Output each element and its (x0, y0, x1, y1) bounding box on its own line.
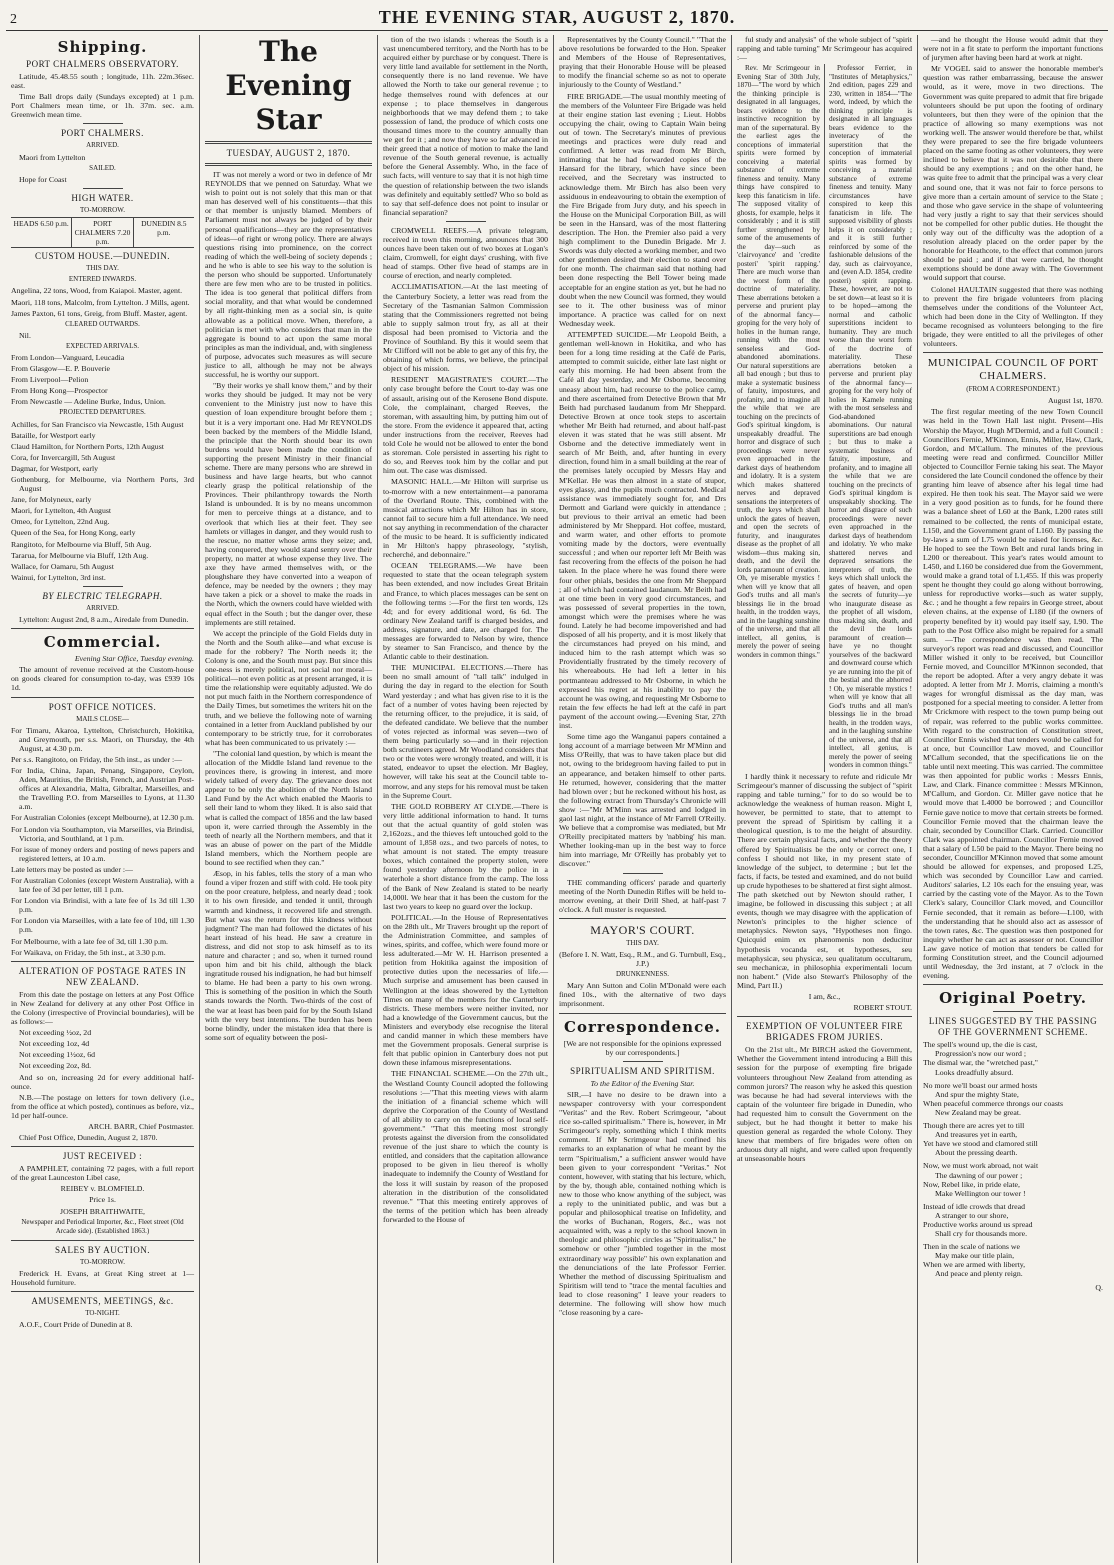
leader-para: Æsop, in his fables, tells the story of a man who found a viper frozen and stiff with cold. He took pity on the poor creature, helpless, and nearly dead ; took it to his own fireside, and tended it until, through warmth and kindness, it recovered life and strength. But what was the return for this kindness without judgment? The man had followed the dictates of his heart instead of his head. He saw a creature in distress, and did not stop to ask himself as to its nature and character ; and so, when it turned round upon him and bit his child, although the black ingratitude roused his indignation, he had but himself to blame. He had been a party to his own wrong. This is something of the position in which the South stands towards the North. Two-thirds of the cost of the war at least has been paid for by the South Island with the very best intentions. The burden has been borne blindly, under the mistaken idea that there is some sort of equality between the posi- (205, 869, 372, 1042)
news-item: FIRE BRIGADE.—The usual monthly meeting of the members of the Volunteer Fire Brigade was held at their engine station last evening ; Lieut. Hobbs occupying the chair, owing to Captain Wain being out of town. The Secretary's minutes of previous meetings and practices were duly read and confirmed. A letter was read from Mr Birch, intimating that he had forwarded copies of the Hansard for the library, which have since been received, and the Secretary was instructed to acknowledge them. Mr Birch has also been very assiduous in endeavouring to obtain the exemption of the Fire Brigade from Jury duty, and his speech in the House on the Municipal Corporation Bill, as will be seen in the Hansard, was of the most flattering description. The Hon. the Premier also paid a very high compliment to the Dunedin Brigade. Mr J. Swords was duly elected a working member, and two other gentlemen desired their election to stand over for one month. The chairman said that nothing had been done respecting the Bell Tower being made acceptable for an engine station as yet, but he had no doubt when the new Council was formed, they would see to it. The other business was of minor importance. A practice was called for on next Wednesday week. (559, 91, 726, 328)
news-item: THE commanding officers' parade and quarterly meeting of the North Dunedin Rifles will be held to-morrow evening, at their Drill Shed, at half-past 7 o'clock. A full muster is requested. (559, 877, 726, 914)
customs-heading: CUSTOM HOUSE.—DUNEDIN. (34, 251, 171, 262)
commercial-heading: Commercial. (43, 633, 162, 652)
letter-body: SIR,—I have no desire to be drawn into a newspaper controversy with your correspondent "Veritas" and the Rev. Robert Scrimgeour, "about rice so-called spiritualism." There is, however, in Mr Scrimgeour's reply, something which I think merits comment. If Mr Scrimgeour had confined his remarks to an explanation of what he meant by the term "Spiritualism," a sufficient answer would have been given to your correspondent "Veritas." Not content, however, with stating that his lecture, which, by the by, though able, contained nothing which is new to those who know anything of the subject, was a reply to the uninitiated public, and was but a popular and philosophical treatise on Infidelity, and the works of Buchanan, Rogers, &c., was not acquainted with, was a reply to the school known in theologic and philosophic circles as "Spiritualist," he somehow or other "jumbled together in the most extraordinary way possible" his own explanation and the denunciations of the late Professor Ferrier. Whether the method of discussing Spiritualism and Spiritism will tend to "trace the mental faculties and lead to close reasoning" I leave your readers to determine. The following will show how much "close reasoning by a care- (559, 1089, 726, 1318)
column-news-1: tion of the two islands : whereas the South is a vast unencumbered territory, and the North has to be acquired either by purchase or by conquest. There is very little land available for settlement in the North, consequently there is no land revenue. We have allowed the North to take our general revenue ; to hedge themselves round with defences at our expense ; to place themselves in dangerous neighborhoods that we may defend them ; to take possession of land, the produce of which costs one thousand times more to the country annually than we get for it ; and now they have so far advanced in their greed that a notice of motion to make the land revenue of the South general revenue, is actually before the General Assembly. Who, in the face of such facts, will venture to say that it is not high time the question of relationship between the two islands was definitely and equitably settled? Who so bold as to say that self-defence does not point to insular or financial separation? CROMWELL REEFS.—A private telegram, received in town this morning, announces that 300 ounces have been taken out of two boxes at Logan's claim, Cromwell, for eight days' crushing, with five head of stamps. Other five head of stamps are in course of erection, and nearly completed. ACCLIMATISATION.—At the last meeting of the Canterbury Society, a letter was read from the Secretary of the Tasmanian Salmon Commission stating that the Commissioners regretted not being able to supply salmon trout fry, as all at their disposal had been promised to Victoria and the Province of Southland. By this it would seem that Mr Clifford will not be able to get any of this fry, the obtaining of which forms, we believe, the principal object of his mission. RESIDENT MAGISTRATE'S COURT.—The only case brought before the Court to-day was one of assault, arising out of the Kerosene Bond dispute. Cole, the complainant, charged Reeves, the storeman, with assaulting him, by putting him out of the store. From the evidence it appeared that, acting under instructions from the receiver, Reeves had told Cole he would not be allowed to enter the bond as storeman. Cole persisted in asserting his right to do so, and Reeves took him by the collar and put him out. The case was dismissed. MASONIC HALL.—Mr Hilton will surprise us to-morrow with a new entertainment—a panorama of the Overland Route. This, combined with the musical attractions which Mr Hilton has in store, cannot fail to secure him a full attendance. We need not say anything in recommendation of the character of the music to be heard. It is sufficiently indicated in Mr Hilton's happy phraseology, "stylish, recherché, and debonnaire." OCEAN TELEGRAMS.—We have been requested to state that the ocean telegraph system has been extended, and now includes Great Britain and France, to which places messages can be sent on the following terms :—For the first ten words, 12s 4d; and for every additional word, 6s 6d. The ordinary New Zealand tariff is charged besides, and address, signature, and date, are charged for. The messages are forwarded to Nelson by wire, thence by steamer to San Francisco, and thence by the Atlantic cable to their destination. THE MUNICIPAL ELECTIONS.—There has been no small amount of "tall talk" indulged in during the day in regard to the election for South Ward yesterday ; and what has given rise to it is the fact of a number of votes having been rejected by the returning officer, to the prejudice, it is said, of the defeated candidate. We believe that the number of votes rejected as informal was seven—two of them being particularly so—and in their rejection both scrutineers agreed. Mr Woodland considers that two or the votes were wrongly treated, and will, it is stated, endeavor to upset the election. Mr Bagley, however, will take his seat at the Council table to-morrow, and any steps for his removal must be taken in the Supreme Court. THE GOLD ROBBERY AT CLYDE.—There is very little additional information to hand. It turns out that the actual quantity of gold stolen was 2,162ozs., and the thieves left untouched gold to the amount of 1,858 ozs., and two parcels of notes, to what amount is not stated. The empty treasure boxes, which contained the property stolen, were found yesterday afternoon by the police in a waterhole a short distance from the camp. The loss of the Bank of New Zealand is stated to be nearly 14,000l. We hear that it has been the custom for the last two years to keep no guard over the lockup. POLITICAL.—In the House of Representatives on the 28th ult., Mr Travers brought up the report of the Administration Committee, and samples of wines, spirits, and coffee, which were found more or less adulterated.—Mr W. H. Harrison presented a petition from Hokitika against the imposition of protective duties upon the necessaries of life.—Much surprise and amusement has been caused in Wellington at the ideas showered by the Lyttelton Times on many of the members for the Canterbury districts. These members were neither invited, nor had a knowledge of the Government caucus, but the Ministers and everybody else recognise the literal and candid manner in which these members have met the Government proposals. General surprise is felt that public opinion in Canterbury does not put down these infamous misrepresentations. THE FINANCIAL SCHEME.—On the 27th ult., the Westland County Council adopted the following resolutions :—"That this meeting views with alarm the initiation of a financial scheme which will deprive the Corporation of the County of Westland of all ability to carry on the functions of local self-government." "That this meeting most strongly protests against the diversion from the consolidated revenue of the just share to which the county is entitled, and considers that the capitation allowance proposed to be given in lieu thereof is wholly inadequate to indemnify the County of Westland for the loss it will sustain by reason of the proposed alteration in the distribution of the consolidated revenue." "That this meeting entirely approves of the terms of the petition which has been already forwarded to the House of (378, 35, 554, 1563)
column-shipping: Shipping. PORT CHALMERS OBSERVATORY. Latitude, 45.48.55 south ; longitude, 11h. 22m.36sec. east. Time Ball drops daily (Sundays excepted) at 1 p.m. Port Chalmers mean time, or 1h. 37m. sec. a.m. Greenwich mean time. PORT CHALMERS. ARRIVED. Maori from Lyttelton SAILED. Hope for Coast HIGH WATER. TO-MORROW. HEADS 6.50 p.m. PORT CHALMERS 7.20 p.m. DUNEDIN 8.5 p.m. CUSTOM HOUSE.—DUNEDIN. THIS DAY. ENTERED INWARDS. Angelina, 22 tons, Wood, from Kaiapoi. Master, agent. Maori, 118 tons, Malcolm, from Lyttelton. J Mills, agent. James Paxton, 61 tons, Greig, from Bluff. Master, agent. CLEARED OUTWARDS. Nil. EXPECTED ARRIVALS. From London—Vanguard, Leucadia From Glasgow—E. P. Bouverie From Liverpool—Pelion From Hong Kong—Prospector From Newcastle — Adeline Burke, Indus, Union. PROJECTED DEPARTURES. Achilles, for San Francisco via Newcastle, 15th August Bataille, for Westport early Claud Hamilton, for Northern Ports, 12th August Cora, for Invercargill, 5th August Dagmar, for Westport, early Gothenburg, for Melbourne, via Northern Ports, 3rd August Jane, for Molyneux, early Maori, for Lyttelton, 4th August Omeo, for Lyttelton, 22nd Aug. Queen of the Sea, for Hong Kong, early Rangitoto, for Melbourne via Bluff, 5th Aug. Tararua, for Melbourne via Bluff, 12th Aug. Wallace, for Oamaru, 5th August Wainui, for Lyttelton, 3rd inst. BY ELECTRIC TELEGRAPH. ARRIVED. Lyttelton: August 2nd, 8 a.m., Airedale from Dunedin. Commercial. Evening Star Office, Tuesday evening. The amount of revenue received at the Custom-house on goods cleared for consumption to-day, was £939 10s 1d. POST OFFICE NOTICES. MAILS CLOSE— For Timaru, Akaroa, Lyttelton, Christchurch, Hokitika, and Greymouth, per s.s. Maori, on Thursday, the 4th August, at 4.30 p.m. Per s.s. Rangitoto, on Friday, the 5th inst., as under :— For India, China, Japan, Penang, Singapore, Ceylon, Aden, Mauritius, the British, French, and Austrian Post-offices at Alexandria, Malta, Gibraltar, Marseilles, and the Travelling P.O. from Marseilles to Lyons, at 11.30 a.m. For Australian Colonies (except Melbourne), at 12.30 p.m. For London via Southampton, via Marseilles, via Brindisi, Victoria, and Southland, at 1 p.m. For issue of money orders and posting of news papers and registered letters, at 10 a.m. Late letters may be posted as under :— For Australian Colonies (except Western Australia), with a late fee of 3d per letter, till 1 p.m. For London via Brindisi, with a late fee of 1s 3d till 1.30 p.m. For London via Marseilles, with a late fee of 10d, till 1.30 p.m. For Melbourne, with a late fee of 3d, till 1.30 p.m. For Waikava, on Friday, the 5th inst., at 3.30 p.m. ALTERATION OF POSTAGE RATES IN NEW ZEALAND. From this date the postage on letters at any Post Office in New Zealand for delivery at any other Post Office in the Colony (irrespective of Provincial boundaries), will be as follows:— Not exceeding ½oz, 2d Not exceeding 1oz, 4d Not exceeding 1½oz, 6d Not exceeding 2oz, 8d. And so on, increasing 2d for every additional half-ounce. N.B.—The postage on letters for town delivery (i.e., from the office at which posted), continues as before, viz., 1d per half-ounce. ARCH. BARR, Chief Postmaster. Chief Post Office, Dunedin, August 2, 1870. JUST RECEIVED : A PAMPHLET, containing 72 pages, with a full report of the great Launceston Libel case, REIBEY v. BLOMFIELD. Price 1s. JOSEPH BRAITHWAITE, Newspaper and Periodical Importer, &c., Fleet street (Old Arcade side). (Established 1863.) SALES BY AUCTION. TO-MORROW. Frederick H. Evans, at Great King street at 1—Household furniture. AMUSEMENTS, MEETINGS, &c. TO-NIGHT. A.O.F., Court Pride of Dunedin at 8. (6, 35, 200, 1563)
correspondence-heading: Correspondence. (564, 1017, 721, 1036)
news-item: CROMWELL REEFS.—A private telegram, received in town this morning, announces that 300 ounces have been taken out of two boxes at Logan's claim, Cromwell, for eight days' crushing, with five head of stamps. Other five head of stamps are in course of erection, and nearly completed. (383, 225, 548, 281)
post-office-heading: POST OFFICE NOTICES. (48, 701, 157, 712)
poetry-heading: Original Poetry. (939, 989, 1087, 1008)
ferrier-quote: Professor Ferrier, in "Institutes of Metaphysics," 2nd edition, pages 229 and 230, written in 1854—"The word, indeed, by which the thinking principle is designated in all languages bears evidence to the inveteracy of the superstition that the conception of immaterial spirits was formed by conceiving a material substance of extreme fineness and tenuity. Many circumstances have conspired to keep this fanaticism in life. The supposed visibility of ghosts helps it on considerably ; and it is still further reinforced by some of the fashionable delusions of the day, such as clairvoyance, and (even A.D. 1854, credite posteri) spirit rapping. These, however, are not to be set down—at least so it is to be hoped—among the normal and catholic superstitions incident to humanity. They are much worse than the worst form of the doctrine of materiality. These aberrations betoken a perverse and prurient play of the abnormal fancy—groping for the very holy of holies in Kamele running with the most senseless and God-abandoned abominations. Our natural superstitions are bad enough ; but thus to make a systematic business of fatuity, imposture, and profanity, and to imagine all the while that we are touching on the precincts of God's spiritual kingdom is unspeakably shocking. The horror and disgrace of such proceedings were never even approached in the darkest days of heathendom and idolatry. Ye who make shattered nerves and depraved sensations the interpreters of truth, the keys which shall unlock the gates of heaven, and open the secrets of futurity—ye who inaugurate disease as the prophet of all wisdom, thus making sin, death, and the devil the lords paramount of creation—have ye no thought yourselves of the backward and downward course which ye are running into the pit of the bestial and the abhorred ! Oh, ye miserable mystics ! when will ye know that all God's truths and all man's blessings lie in the broad health, in the trodden ways, and in the laughing sunshine of the universe, and that all intellect, all genius, is merely the power of seeing wonders in common things." (829, 64, 912, 770)
news-item: THE MUNICIPAL ELECTIONS.—There has been no small amount of "tall talk" indulged in during the day in regard to the election for South Ward yesterday ; and what has given rise to it is the fact of a number of votes having been rejected by the returning officer, to the prejudice, it is said, of the defeated candidate. We believe that the number of votes rejected as informal was seven—two of them being particularly so—and in their rejection both scrutineers agreed. Mr Woodland considers that two or the votes were wrongly treated, and will, it is stated, endeavor to upset the election. Mr Bagley, however, will take his seat at the Council table to-morrow, and any steps for his removal must be taken in the Supreme Court. (383, 663, 548, 800)
letter-signature: ROBERT STOUT. (853, 1003, 912, 1013)
news-item: POLITICAL.—In the House of Representatives on the 28th ult., Mr Travers brought up the report of the Administration Committee, and samples of wines, spirits, and coffee, which were found more or less adulterated.—Mr W. H. Harrison presented a petition from Hokitika against the imposition of protective duties upon the necessaries of life.—Much surprise and amusement has been caused in Wellington at the ideas showered by the Lyttelton Times on many of the members for the Canterbury districts. These members were neither invited, nor had a knowledge of the Government caucus, but the Ministers and everybody else recognise the literal and candid manner in which these members have met the Government proposals. General surprise is felt that public opinion in Canterbury does not put down these infamous misrepresentations. (383, 912, 548, 1068)
paper-title: The Evening Star (225, 35, 352, 136)
leader-para: IT was not merely a word or two in defence of Mr REYNOLDS that we penned on Saturday. What we wish to point out is not solely that this man or that man has deserved well of his constituents—that this or that member is unjustly blamed. Members of Parliament must not always be judged of by their personal qualifications—they are the representatives of ideas—of right or wrong policy. There are always questions rising into prominence, on the correct reading of which the well-being of society depends ; and he who is able to see his way to the solution is the person who should be supported. Unfortunately there are few men who are to be trusted in politics. The idea is too general that political differs from social morality, and that what would be condemned by all right-thinking men as a social sin, is quite allowable as a political move. When, therefore, a politician is met with who considers that man in the aggregate is bound to act upon the same moral principles as man the individual, and, with singleness of purpose, advocates such measures as will secure justice to all, although he may not be always successful, he is worthy our support. (205, 170, 372, 380)
news-item: ACCLIMATISATION.—At the last meeting of the Canterbury Society, a letter was read from the Secretary of the Tasmanian Salmon Commission stating that the Commissioners regretted not being able to supply salmon trout fry, as all at their disposal had been promised to Victoria and the Province of Southland. By this it would seem that Mr Clifford will not be able to get any of this fry, the obtaining of which forms, we believe, the principal object of his mission. (383, 282, 549, 374)
exemption-heading: EXEMPTION OF VOLUNTEER FIRE BRIGADES FROM JURIES. (745, 1021, 904, 1043)
just-received-heading: JUST RECEIVED : (62, 1151, 143, 1162)
telegraph-heading: BY ELECTRIC TELEGRAPH. (42, 590, 163, 601)
observatory-heading: PORT CHALMERS OBSERVATORY. (26, 59, 179, 69)
observatory-text: Latitude, 45.48.55 south ; longitude, 11h. 22m.36sec. east. (11, 72, 194, 91)
news-item: THE FINANCIAL SCHEME.—On the 27th ult., the Westland County Council adopted the following resolutions :—"That this meeting views with alarm the initiation of a financial scheme which will deprive the Corporation of the County of Westland of all ability to carry on the functions of local self-government." "That this meeting most strongly protests against the diversion from the consolidated revenue of the just share to which the county is entitled, and considers that the capitation allowance proposed to be given in lieu thereof is wholly inadequate to indemnify the County of Westland for the loss it will sustain by reason of the proposed alteration in the distribution of the consolidated revenue." "That this meeting entirely approves of the terms of the petition which has been already forwarded to the House of (383, 1069, 548, 1224)
news-item: OCEAN TELEGRAMS.—We have been requested to state that the ocean telegraph system has been extended, and now includes Great Britain and France, to which places messages can be sent on the following terms :—For the first ten words, 12s 4d; and for every additional word, 6s 6d. The ordinary New Zealand tariff is charged besides, and address, signature, and date, are charged for. The messages are forwarded to Nelson by wire, thence by steamer to San Francisco, and thence by the Atlantic cable to their destination. (383, 561, 548, 662)
leader-para: "By their works ye shall know them," and by their works they should be judged. It may not be very convenient to the Ministry just now to have this question of loan expenditure brought before them ; but it is a very important one. Had Mr REYNOLDS been backed by the members of the Middle Island, the principle that the North should bear its own burdens would have been made the condition of supporting the present Ministry in their financial scheme. There are many persons who are shrewd in business and have large hearts, but who cannot clearly grasp the political relationship of the Provinces. Their philanthropy towards the North Island is unbounded. It is by no means uncommon for men to perceive things at a distance, and to overlook that which lies at their feet. They see hamlets or villages in danger, and they would rush to the rescue, no matter whose arms they seize; and, having conquered, they would stand sentry over their property, no matter at whose expense they live. The axe they have armed themselves with, or the ploughshare they have converted into a weapon of defence, may be needed by the owners ; they may have taken a pick or a shovel to make the roads in the North, which the owners could have wielded with equal effect in the South ; but the danger over, these implements are still retained. (205, 381, 372, 627)
mayors-court-heading: MAYOR'S COURT. (590, 922, 695, 937)
news-item: MASONIC HALL.—Mr Hilton will surprise us to-morrow with a new entertainment—a panorama of the Overland Route. This, combined with the musical attractions which Mr Hilton has in store, cannot fail to secure him a full attendance. We need not say anything in recommendation of the character of the music to be heard. It is sufficiently indicated in Mr Hilton's happy phraseology, "stylish, recherché, and debonnaire." (383, 477, 548, 560)
column-council: —and he thought the House would admit that they were not in a fit state to perform the important functions of jurymen after having been hard at work at night. Mr VOGEL said to answer the honorable member's question was rather embarrassing, because the answer would, as it were, move in two directions. The Government was quite prepared to admit that fire brigade volunteers should be put upon the footing of ordinary volunteers, but then they were of the opinion that the practice of allowing so many exemptions was not working well. The answer would therefore be that, whilst they were prepared to see the fire brigade volunteers placed on the same footing as other volunteers, they were inclined to believe that it was not desirable that there should be any exemptions ; and on the other hand, he was quite free to admit that the principal was a very clear and sound one, that it was not fair to force persons to give more than a certain amount of service to the State ; and those who gave service in the shape of volunteering had very justly a right to say that their services should not be compelled for other public duties. He thought the only way out of the difficulty was the adoption of a resolution already placed on the order paper by the honorable for Heathcote, to the effect that common jurors should be paid ; and if that were carried, he thought exemptions should be done away with. The Government would support that course. Colonel HAULTAIN suggested that there was nothing to prevent the fire brigade volunteers from placing themselves under the conditions of the Volunteer Act, which had been done in the City of Wellington. If they became recognised as volunteers belonging to the fire brigade, they were entitled to all the privileges of other volunteers. MUNICIPAL COUNCIL OF PORT CHALMERS. (FROM A CORRESPONDENT.) August 1st, 1870. The first regular meeting of the new Town Council was held in the Town Hall last night. Present—His Worship the Mayor, Hugh M'Dermid, and a full Council : Councillors Fernie, M'Kinnon, Ennis, Miller, Haw, Clark, Gordon, and M'Callum. The minutes of the previous meeting were read and confirmed. Councillor Miller objected to Councillor Fernie taking his seat. The Mayor considered the late Council condoned the offence by their granting him leave of absence after his legal time had expired. He then took his seat. The Mayor said we were in a very good position as to funds, for he found there was a balance sheet of L60 at the Bank, L200 rates still remained to be collected, the rents of municipal estate, L150, and the Government grant of L160. By passing the by-laws a sum of L75 would be raised for licenses, &c. He hoped to see the Town Belt and rural lands bring in L200 or thereabout. This year's rates would amount to L450, and L160 be considered due from the Government, would make a grand total of L1,455. If this was properly spent he thought they could go along without borrowing, unless for reproductive works—such as water supply, &c. ; and he thought a few repairs in George street, about eleven chains, at the expense of L180 (if the owners of property benefited by it) would pay itself say, L90. The path to the Post Office also might be repaired for a small sum. —The correspondence was then read. The surveyor's report was read and discussed, and Councillor Miller wished it only to be received, but Councillor Fernie moved, and Councillor M'Kinnon seconded, that the report be adopted. After a very angry debate it was adopted. A letter from Mr J. Morris, claiming a month's wages for wrongful dismissal as the day man, was postponed for a special meeting to consider. A letter from Mr Crickmore with respect to the town pump being out of repair, was referred to the public works committee. With regard to the construction of Constitution street, Councillor Ennis wished that tenders would be called for at once, but Councillor Law moved, and Councillor M'Callum seconded, that the specifications lie on the table until next meeting. This was carried. The committee was then appointed for public works : Messrs Ennis, Law, and Clark. Finance committee : Messrs M'Kinnon, M'Callum, and Gordon. Cr. Miller gave notice that he would move that L4000 be borrowed ; and Councillor Fernie gave notice to move that certain streets be formed. Councillor Fernie moved that the chairman leave the chair, seconded by Councillor Clark. Carried. Councillor Clark was appointed chairman. Councillor Fernie moved that a salary of L50 be paid to the Mayor. There being no seconder, Councillor M'Kinnon moved that some amount should be allowed for expenses, and proposed L25, which was seconded by Councillor Law and carried. Auditors' salaries, L2 10s each for the ensuing year, was carried by the casting vote of the Mayor. As to the Town Clerk's salary, Councillor Clark moved, and Councillor Fernie seconded, that it remain as before—L100, with the understanding that he should also act as assessor of the town rates, &c. The question was then postponed for inquiry whether he can act as assessor or not. Councillor Law gave notice of motion that tenders be called for forming Constitution street, and the Council adjourned until Wednesday, the 3rd instant, at 7 o'clock in the evening. Original Poetry. LINES SUGGESTED BY THE PASSING OF THE GOVERNMENT SCHEME. The spell's wound up, the die is cast, Progression's now our word ; The dismal war, the "wretched past," Looks dreadfully absurd. No more we'll boast our armed hosts And spur the mighty State, When peaceful commerce throngs our coasts New Zealand may be great. Though there are acres yet to till And treasures yet in earth, Yet have we stood and clamored still About the pressing dearth. Now, we must work abroad, not wait The dawning of our power ; Now, Rebel like, in pride elate, Make Wellington our tower ! Instead of idle crowds that dread A stranger to our shore, Productive works around us spread Shall cry for thousands more. Then in the scale of nations we May make our title plain, When we are armed with liberty, And peace and plenty reign. Q. (923, 35, 1103, 1292)
leader-para: "The colonial land question, by which is meant the allocation of the Middle Island land revenue to the provinces there, is growing in interest, and more widely talked of every day. The grievance does not appear to be only the abolition of the North Island Land Fund by the Act which enabled the Maoris to sell their land to whom they liked. It is also said that what is called the compact of 1856 and the law based upon it, were carried through the Assembly in the teeth of nearly all the Northern members, and that it was an abuse of power on the part of the Middle Island members, which the Northern people are bound to see rectified when they can." (205, 748, 372, 868)
port-heading: PORT CHALMERS. (61, 128, 144, 139)
masthead-title: THE EVENING STAR, AUGUST 2, 1870. (378, 7, 736, 27)
shipping-heading: Shipping. (57, 38, 148, 56)
news-item: THE GOLD ROBBERY AT CLYDE.—There is very little additional information to hand. It turns out that the actual quantity of gold stolen was 2,162ozs., and the thieves left untouched gold to the amount of 1,858 ozs., and two parcels of notes, to what amount is not stated. The empty treasure boxes, which contained the property stolen, were found yesterday afternoon by the police in a waterhole a short distance from the camp. The loss of the Bank of New Zealand is stated to be nearly 14,000l. We hear that it has been the custom for the last two years to keep no guard over the lockup. (383, 801, 548, 911)
news-item: RESIDENT MAGISTRATE'S COURT.—The only case brought before the Court to-day was one of assault, arising out of the Kerosene Bond dispute. Cole, the complainant, charged Reeves, the storeman, with assaulting him, by putting him out of the store. From the evidence it appeared that, acting under instructions from the receiver, Reeves had told Cole he would not be allowed to enter the bond as storeman. Cole persisted in asserting his right to do so, and Reeves took him by the collar and put him out. The case was dismissed. (383, 375, 548, 476)
page-number: 2 (10, 12, 18, 27)
amusements-heading: AMUSEMENTS, MEETINGS, &c. (31, 1296, 174, 1307)
column-news-2: Representatives by the County Council." "That the above resolutions be forwarded to the Hon. Speaker and Members of the House of Representatives, praying that their Honorable House will be pleased to modify the financial scheme so as not to operate injuriously to the County of Westland." FIRE BRIGADE.—The usual monthly meeting of the members of the Volunteer Fire Brigade was held at their engine station last evening ; Lieut. Hobbs occupying the chair, owing to Captain Wain being out of town. The Secretary's minutes of previous meetings and practices were duly read and confirmed. A letter was read from Mr Birch, intimating that he had forwarded copies of the Hansard for the library, which have since been received, and the Secretary was instructed to acknowledge them. Mr Birch has also been very assiduous in endeavouring to obtain the exemption of the Fire Brigade from Jury duty, and his speech in the House on the Municipal Corporation Bill, as will be seen in the Hansard, was of the most flattering description. The Hon. the Premier also paid a very high compliment to the Dunedin Brigade. Mr J. Swords was duly elected a working member, and two other gentlemen desired their election to stand over for one month. The chairman said that nothing had been done respecting the Bell Tower being made acceptable for an engine station as yet, but he had no doubt when the new Council was formed, they would see to it. The other business was of minor importance. A practice was called for on next Wednesday week. ATTEMPTED SUICIDE.—Mr Leopold Beith, a gentleman well-known in Hokitika, and who has been for a long time residing at the Café de Paris, attempted to commit suicide, either late last night or early this morning. He had been absent from the Café all day yesterday, and Mr Osborne, becoming uneasy about him, had recourse to the police camp, and there ascertained from Detective Brown that Mr Beith had purchased laudanum from Mr Sheppard. Detective Brown at once took steps to ascertain whether Mr Beith had returned, and about half-past eleven it was stated that he was still absent. Mr Osborne and the detective immediately went in search of Mr Beith, and, after hunting in every direction, found him in a small building at the rear of the premises lately occupied by Messrs Hay and M'Kellar. He was then almost in a state of stupor, eyes glassy, and the pupils much contracted. Medical assistance was immediately sought for, and Drs Dermott and Garland were quickly in attendance ; but previous to their arrival an emetic had been administered by Mr Sheppard. Hot coffee, mustard, and warm water, and other efforts to promote vomiting made by the doctors, were eventually successful ; and when our reporter left Mr Beith was fast recovering from the effects of the poison he had taken. In the place where he was found there were four other phials, besides the one from Mr Sheppard ; all of which had contained laudanum. Mr Beith had at one time been in very good circumstances, and was possessed of several properties in the town, amongst which were the premises where he was found. Lately he had become impoverished and had disposed of all his property, and it is most likely that the circumstances had preyed on his mind, and induced him to the rash attempt which was so Providentially frustrated by the timely recovery of his whereabouts. He had left a letter in his portmanteau addressed to Mr Osborne, in which he expressed his regret at his inability to pay the account he was owing, and requesting Mr Osborne to retain the few effects he had left at the café in part payment of the account owing.—Evening Star, 27th inst. Some time ago the Wanganui papers contained a long account of a marriage between Mr M'Minn and Miss O'Reilly, that was to have taken place but did not, owing to the bridegroom having failed to put in an appearance, and betaken himself to other parts. He returned, however, considering that the matter had blown over ; but he reckoned without his host, as the following extract from Thursday's Chronicle will show :—"Mr M'Minn was arrested and lodged in gaol last night, at the instance of Mr Farrell O'Reilly. We believe that a compromise was mediated, but Mr O'Reilly precipitated matters by 'nabbing' his man. Whether looking-man up in the best way to force him into marriage, Mr O'Reilly has probably yet to discover." THE commanding officers' parade and quarterly meeting of the North Dunedin Rifles will be held to-morrow evening, at their Drill Shed, at half-past 7 o'clock. A full muster is requested. MAYOR'S COURT. THIS DAY. (Before I. N. Watt, Esq., R.M., and G. Turnbull, Esq., J.P.) DRUNKENNESS. Mary Ann Sutton and Colin M'Donald were each fined 10s., with the alternative of two days imprisonment. Correspondence. [We are not responsible for the opinions expressed by our correspondents.] SPIRITUALISM AND SPIRITISM. To the Editor of the Evening Star. SIR,—I have no desire to be drawn into a newspaper controversy with your correspondent "Veritas" and the Rev. Robert Scrimgeour, "about rice so-called spiritualism." There is, however, in Mr Scrimgeour's reply, something which I think merits comment. If Mr Scrimgeour had confined his remarks to an explanation of what he meant by the term "Spiritualism," a sufficient answer would have been given to your correspondent "Veritas." Not content, however, with stating that his lecture, which, by the by, though able, contained nothing which is new to those who know anything of the subject, was a reply to the uninitiated public, and was but a popular and philosophical treatise on Infidelity, and the works of Buchanan, Rogers, &c., was not acquainted with, was a reply to the school known in theologic and philosophic circles as "Spiritualist," he somehow or other "jumbled together in the most extraordinary way possible" his own explanation and the denunciations of the late Professor Ferrier. Whether the method of discussing Spiritualism and Spiritism will tend to "trace the mental faculties and lead to close reasoning" I leave your readers to determine. The following will show how much "close reasoning by a care- (554, 35, 732, 1563)
news-item: Some time ago the Wanganui papers contained a long account of a marriage between Mr M'Minn and Miss O'Reilly, that was to have taken place but did not, owing to the bridegroom having failed to put in an appearance, and betaken himself to other parts. He returned, however, considering that the matter had blown over ; but he reckoned without his host, as the following extract from Thursday's Chronicle will show :—"Mr M'Minn was arrested and lodged in gaol last night, at the instance of Mr Farrell O'Reilly. We believe that a compromise was mediated, but Mr O'Reilly precipitated matters by 'nabbing' his man. Whether looking-man up in the best way to force him into marriage, Mr O'Reilly has probably yet to discover." (559, 732, 726, 869)
poem-title: LINES SUGGESTED BY THE PASSING OF THE GOVERNMENT SCHEME. (928, 1016, 1098, 1038)
auction-heading: SALES BY AUCTION. (55, 1244, 150, 1255)
column-leader (200, 35, 378, 1563)
timeball-text: Time Ball drops daily (Sundays excepted) at 1 p.m. Port Chalmers mean time, or 1h. 37m. sec. a.m. Greenwich mean time. (11, 92, 194, 120)
poem: The spell's wound up, the die is cast, Progression's now our word ; The dismal war, the "wretched past," Looks dreadfully absurd. No more we'll boast our armed hosts And spur the mighty State, When peaceful commerce throngs our coasts New Zealand may be great. Though there are acres yet to till And treasures yet in earth, Yet have we stood and clamored still About the pressing dearth. Now, we must work abroad, not wait The dawning of our power ; Now, Rebel like, in pride elate, Make Wellington our tower ! Instead of idle crowds that dread A stranger to our shore, Productive works around us spread Shall cry for thousands more. Then in the scale of nations we May make our title plain, When we are armed with liberty, And peace and plenty reign. Q. (923, 1040, 1103, 1292)
leader-para: We accept the principle of the Gold Fields duty in the North and the South alike—and what excuse is made for the robbery? The North needs it; the Colony is one, and the South must pay. But since this one-ness is merely political, not social nor moral—political—not even politic as at present arranged, it is time the relationship were equitably adjusted. We do not put much faith in the Northern correspondence of the Daily Times, but sometimes the writers hit on the truth, and we believe the following note of warning contained in a letter from Auckland published by our contemporary to be strictly true, for it corroborates what has been communicated to us privately :— (205, 628, 372, 747)
masthead (6, 4, 1108, 31)
high-water-table: HEADS 6.50 p.m. PORT CHALMERS 7.20 p.m. DUNEDIN 8.5 p.m. (11, 217, 194, 248)
poem-signature: Q. (1095, 1282, 1103, 1292)
dateline: TUESDAY, AUGUST 2, 1870. (226, 148, 351, 158)
council-heading: MUNICIPAL COUNCIL OF PORT CHALMERS. (927, 357, 1099, 383)
comparison-columns (737, 64, 912, 772)
news-item: ATTEMPTED SUICIDE.—Mr Leopold Beith, a gentleman well-known in Hokitika, and who has been for a long time residing at the Café de Paris, attempted to commit suicide, either late last night or early this morning. He had been absent from the Café all day yesterday, and Mr Osborne, becoming uneasy about him, had recourse to the police camp, and there ascertained from Detective Brown that Mr Beith had purchased laudanum from Mr Sheppard. Detective Brown at once took steps to ascertain whether Mr Beith had returned, and about half-past eleven it was stated that he was still absent. Mr Osborne and the detective immediately went in search of Mr Beith, and, after hunting in every direction, found him in a small building at the rear of the premises lately occupied by Messrs Hay and M'Kellar. He was then almost in a state of stupor, eyes glassy, and the pupils much contracted. Medical assistance was immediately sought for, and Drs Dermott and Garland were quickly in attendance ; but previous to their arrival an emetic had been administered by Mr Sheppard. Hot coffee, mustard, and warm water, and other efforts to promote vomiting made by the doctors, were eventually successful ; and when our reporter left Mr Beith was fast recovering from the effects of the poison he had taken. In the place where he was found there were four other phials, besides the one from Mr Sheppard ; all of which had contained laudanum. Mr Beith had at one time been in very good circumstances, and was possessed of several properties in the town, amongst which were the premises where he was found. Lately he had become impoverished and had disposed of all his property, and it is most likely that the circumstances had preyed on his mind, and induced him to the rash attempt which was so Providentially frustrated by the timely recovery of his whereabouts. He had left a letter in his portmanteau addressed to Mr Osborne, in which he expressed his regret at his inability to pay the account he was owing, and requesting Mr Osborne to retain the few effects he had left at the café in part payment of the account owing.—Evening Star, 27th inst. (559, 330, 726, 731)
scrimgeour-quote: Rev. Mr Scrimgeour in Evening Star of 30th July, 1870—"The word by which the thinking principle is designated in all languages, bears evidence to the instinctive recognition by man of the supernatural. By the earliest ages the conceptions of immaterial spirits were formed by conceiving a material substance of extreme fineness and tenuity. Many things have conspired to keep this fanaticism in life. The supposed vitality of ghosts, for example, helps it considerably ; and it is still further strengthened by some of the amusements of the day—such as 'clairvoyance' and 'credite posteri' 'spirit rapping.' There are much worse than the worst form of the doctrine of materiality. These aberrations betoken a perverse and prurient play of the abnormal fancy—groping for the very holy of holies in the human range, running with the most senseless and God-abandoned abominations. Our natural superstitions are all bad enough ; but thus to make a systematic business of fatuity, impostures, and profanity, and to imagine all the while that we are touching on the precincts of God's spiritual kingdom, is unspeakably dreadful. The horror and disgrace of such proceedings were never even approached in the darkest days of heathendom and idolatry. It is a system which makes shattered nerves and depraved sensations the interpreters of truth, the keys which shall unlock the gates of heaven, and open the secrets of futurity, and inaugurates disease as the prophet of all wisdom—thus making sin, death, and the devil the lords paramount of creation. Oh, ye miserable mystics ! when will ye know that all God's truths and all man's blessings lie in the broad health, in the trodden ways, and in the laughing sunshine of the universe, and that all intellect, all genius, is merely the power of seeing wonders in common things." (737, 64, 820, 659)
postage-rates-heading: ALTERATION OF POSTAGE RATES IN NEW ZEALAND. (18, 965, 187, 987)
column-letter: ful study and analysis" of the whole subject of "spirit rapping and table turning" Mr Scrimgeour has acquired :— Rev. Mr Scrimgeour in Evening Star of 30th July, 1870—"The word by which the thinking principle is designated in all languages, bears evidence to the instinctive recognition by man of the supernatural. By the earliest ages the conceptions of immaterial spirits were formed by conceiving a material substance of extreme fineness and tenuity. Many things have conspired to keep this fanaticism in life. The supposed vitality of ghosts, for example, helps it considerably ; and it is still further strengthened by some of the amusements of the day—such as 'clairvoyance' and 'credite posteri' 'spirit rapping.' There are much worse than the worst form of the doctrine of materiality. These aberrations betoken a perverse and prurient play of the abnormal fancy—groping for the very holy of holies in the human range, running with the most senseless and God-abandoned abominations. Our natural superstitions are all bad enough ; but thus to make a systematic business of fatuity, impostures, and profanity, and to imagine all the while that we are touching on the precincts of God's spiritual kingdom, is unspeakably dreadful. The horror and disgrace of such proceedings were never even approached in the darkest days of heathendom and idolatry. It is a system which makes shattered nerves and depraved sensations the interpreters of truth, the keys which shall unlock the gates of heaven, and open the secrets of futurity, and inaugurates disease as the prophet of all wisdom—thus making sin, death, and the devil the lords paramount of creation. Oh, ye miserable mystics ! when will ye know that all God's truths and all man's blessings lie in the broad health, in the trodden ways, and in the laughing sunshine of the universe, and that all intellect, all genius, is merely the power of seeing wonders in common things." Professor Ferrier, in "Institutes of Metaphysics," 2nd edition, pages 229 and 230, written in 1854—"The word, indeed, by which the thinking principle is designated in all languages bears evidence to the inveteracy of the superstition that the conception of immaterial spirits was formed by conceiving a material substance of extreme fineness and tenuity. Many circumstances have conspired to keep this fanaticism in life. The supposed visibility of ghosts helps it on considerably ; and it is still further reinforced by some of the fashionable delusions of the day, such as clairvoyance, and (even A.D. 1854, credite posteri) spirit rapping. These, however, are not to be set down—at least so it is to be hoped—among the normal and catholic superstitions incident to humanity. They are much worse than the worst form of the doctrine of materiality. These aberrations betoken a perverse and prurient play of the abnormal fancy—groping for the very holy of holies in Kamele running with the most senseless and God-abandoned abominations. Our natural superstitions are bad enough ; but thus to make a systematic business of fatuity, imposture, and profanity, and to imagine all the while that we are touching on the precincts of God's spiritual kingdom is unspeakably shocking. The horror and disgrace of such proceedings were never even approached in the darkest days of heathendom and idolatry. Ye who make shattered nerves and depraved sensations the interpreters of truth, the keys which shall unlock the gates of heaven, and open the secrets of futurity—ye who inaugurate disease as the prophet of all wisdom, thus making sin, death, and the devil the lords paramount of creation—have ye no thought yourselves of the backward and downward course which ye are running into the pit of the bestial and the abhorred ! Oh, ye miserable mystics ! when will ye know that all God's truths and all man's blessings lie in the broad health, in the trodden ways, and in the laughing sunshine of the universe, and that all intellect, all genius, is merely the power of seeing wonders in common things." I hardly think it necessary to refute and ridicule Mr Scrimgeour's manner of discussing the subject of "spirit rapping and table turning," for to do so would be to acknowledge the weakness of human reason. Might I, however, be permitted to state, that to attempt to prevent the spread of Spiritism by calling it a theological question, is to me the height of absurdity. There are certain physical facts, and whether the theory offered by Spiritualists be the only or correct one, I confess I should not like, in my present state of knowledge of the subject, to determine ; but let the facts, if facts, be tested and examined, and do not build up crude hypotheses to be shattered at first sight almost. The path sketched out by Newton should rather, I imagine, be followed in discussing this subject ; at all events, though we may disagree with the application of Newton's principles to the higher science of metaphysics. Newton says, "Hypotheses non fingo. Quicquid enim ex phænomenis non deducitur hypothesis vocanda est, et hypotheses, seu metaphysicæ, seu physicæ, seu qualitatum occultarum, seu mechanicæ, in philosophia experimentali locum non habent." (Vide also Stewart's Philosophy of the Mind, Part II.) I am, &c., ROBERT STOUT. EXEMPTION OF VOLUNTEER FIRE BRIGADES FROM JURIES. On the 21st ult., Mr BIRCH asked the Government, Whether the Government intend introducing a Bill this session for the purpose of exempting fire brigade volunteers throughout New Zealand from attending as common jurors? The reason why he asked this question was because he had had several interviews with the captain of the volunteer fire brigade in Dunedin, who had requested him to consult the Government on the subject, but he had thought it better to make his question general as regarded the whole Colony. They knew that members of fire brigades were often on arduous duty all night, and were called upon frequently at unseasonable hours (732, 35, 918, 1563)
letter-title: SPIRITUALISM AND SPIRITISM. (570, 1065, 715, 1076)
high-water-heading: HIGH WATER. (71, 192, 134, 203)
